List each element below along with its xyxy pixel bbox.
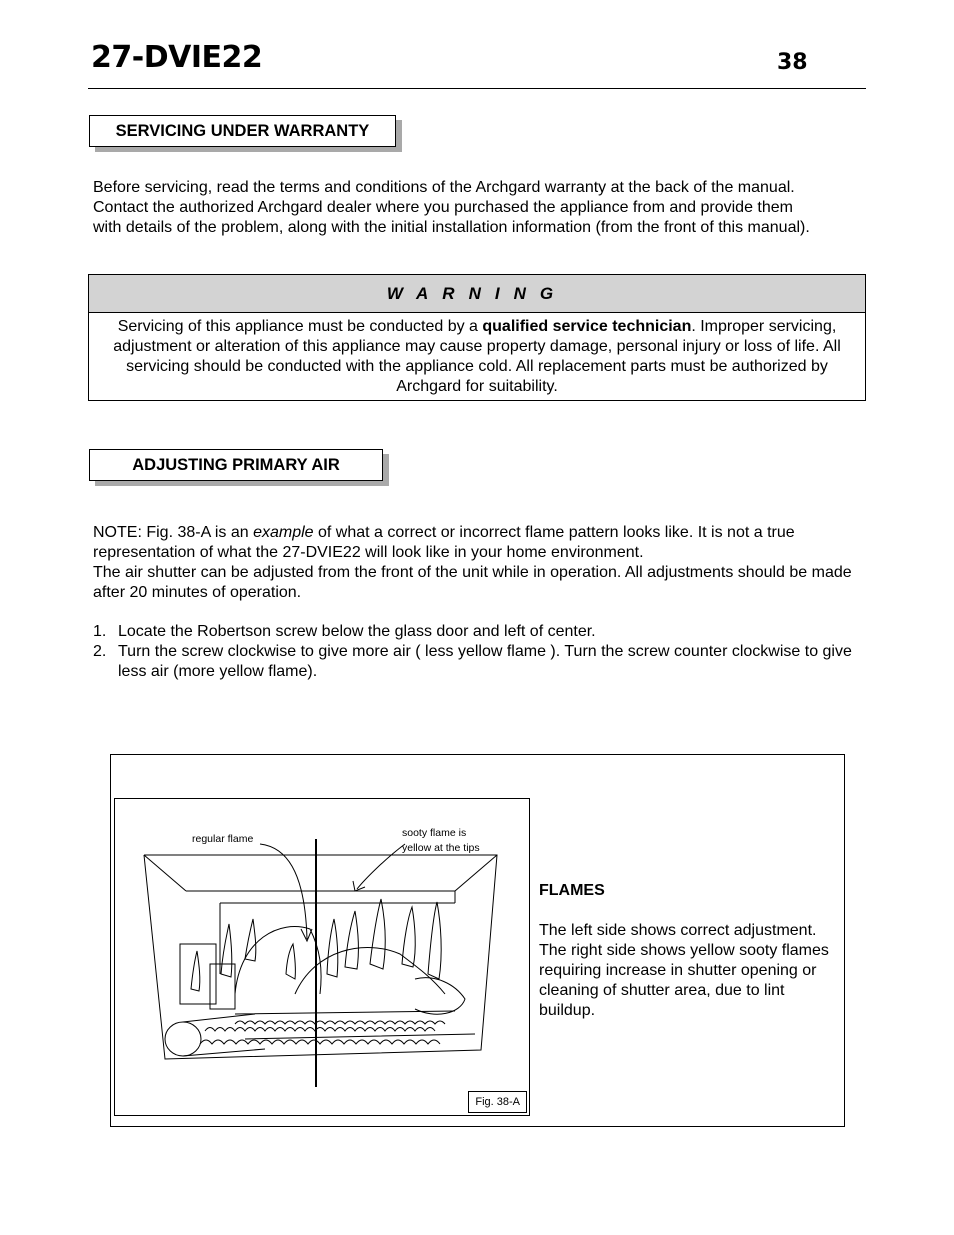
note-text-end: of what a correct or incorrect flame pattern looks like. It is not a true representation of what the 27-DVIE22 will look like in your home environment. (93, 524, 795, 561)
warning-title: WARNING (89, 275, 865, 313)
warning-text-end: . Improper servicing, adjustment or alteration of this appliance may cause property damage, personal injury or loss of life. All servicing should be conducted with the appliance cold. All replacement parts must be authorized by Archgard for suitability. (113, 318, 841, 395)
note-paragraph-2: The air shutter can be adjusted from the front of the unit while in operation. All adjustments should be made after 20 minutes of operation. (93, 564, 852, 601)
warning-text (89, 313, 865, 397)
figure-frame (114, 798, 530, 1116)
flames-text: The left side shows correct adjustment. The right side shows yellow sooty flames requiring increase in shutter opening or cleaning of shutter area, due to lint buildup. (539, 922, 829, 1019)
flames-description (539, 881, 839, 1021)
section-heading-warranty-text: SERVICING UNDER WARRANTY (115, 121, 370, 140)
warranty-paragraph (93, 178, 873, 238)
adjustment-steps (93, 622, 863, 682)
step-text: Locate the Robertson screw below the glass door and left of center. (118, 623, 596, 640)
step-text: Turn the screw clockwise to give more air ( less yellow flame ). Turn the screw counter clockwise to give less air (more yellow flame). (118, 643, 852, 680)
callout-sooty-flame-line-2: yellow at the tips (402, 842, 480, 854)
step-number: 1. (93, 623, 107, 640)
page-number: 38 (777, 50, 808, 75)
section-heading-warranty (89, 115, 396, 147)
list-item (93, 642, 863, 682)
warning-text-start: Servicing of this appliance must be conducted by a (117, 318, 483, 335)
fireplace-flame-illustration (115, 799, 529, 1115)
warning-box (88, 274, 866, 401)
figure-label: Fig. 38-A (468, 1091, 527, 1113)
warranty-line-2: Contact the authorized Archgard dealer where you purchased the appliance from and provide them (93, 199, 793, 216)
note-text-italic: example (253, 524, 314, 541)
header-rule (88, 88, 866, 89)
callout-sooty-flame-line-1: sooty flame is (402, 827, 467, 839)
callout-regular-flame: regular flame (192, 833, 254, 845)
list-item (93, 622, 863, 642)
note-text-start: NOTE: Fig. 38-A is an (93, 524, 254, 541)
primary-air-note (93, 523, 863, 603)
step-number: 2. (93, 643, 107, 660)
warning-text-bold: qualified service technician (482, 318, 692, 335)
flames-heading: FLAMES (539, 882, 605, 899)
document-title: 27-DVIE22 (91, 40, 263, 75)
warranty-line-3: with details of the problem, along with the initial installation information (from the front of this manual). (93, 219, 810, 236)
section-heading-primary-air-text: ADJUSTING PRIMARY AIR (132, 455, 340, 474)
section-heading-primary-air (89, 449, 383, 481)
note-paragraph-1 (93, 523, 863, 563)
warranty-line-1: Before servicing, read the terms and conditions of the Archgard warranty at the back of the manual. (93, 179, 795, 196)
